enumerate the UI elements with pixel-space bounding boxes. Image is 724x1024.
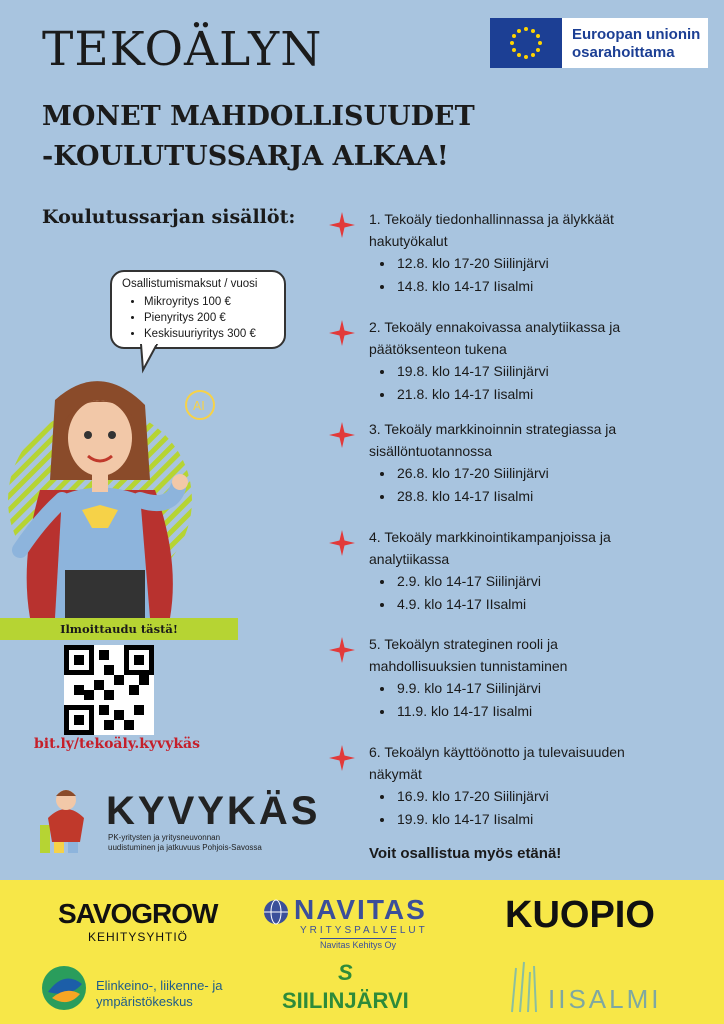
module-title: 2. Tekoäly ennakoivassa analytiikassa ja päätöksenteon tukena bbox=[369, 319, 621, 357]
siilinjarvi-logo: SIILINJÄRVI bbox=[282, 988, 409, 1013]
poster-subtitle bbox=[42, 97, 475, 177]
fee-item: • Pienyritys 200 € bbox=[144, 310, 256, 326]
module-dates bbox=[369, 462, 669, 508]
kyvykas-tagline-line-1: PK-yritysten ja yritysneuvonnan bbox=[108, 833, 221, 842]
module-date: • 26.8. klo 17-20 Siilinjärvi bbox=[395, 462, 669, 485]
savogrow-subtitle: KEHITYSYHTIÖ bbox=[88, 930, 189, 944]
svg-text:AI: AI bbox=[193, 399, 205, 413]
module-date: • 19.9. klo 14-17 Iisalmi bbox=[395, 808, 669, 831]
kuopio-logo: KUOPIO bbox=[505, 894, 655, 936]
partner-logos-footer bbox=[0, 880, 724, 1024]
kyvykas-mascot-icon bbox=[30, 780, 102, 855]
module-item bbox=[369, 418, 669, 508]
ely-centre-icon bbox=[40, 964, 88, 1012]
module-title: 3. Tekoäly markkinoinnin strategiassa ja sisällöntuotannossa bbox=[369, 421, 617, 459]
siilinjarvi-emblem-icon: S bbox=[338, 960, 353, 985]
fees-speech-bubble bbox=[110, 270, 286, 349]
eu-flag-icon bbox=[490, 18, 562, 68]
module-item bbox=[369, 741, 669, 831]
module-item bbox=[369, 526, 669, 616]
savogrow-logo: SAVOGROW bbox=[58, 898, 218, 929]
module-date: • 14.8. klo 14-17 Iisalmi bbox=[395, 275, 669, 298]
eu-text-line-1: Euroopan unionin bbox=[572, 26, 701, 43]
sparkle-star-icon bbox=[329, 637, 355, 663]
module-item bbox=[369, 208, 669, 298]
kyvykas-tagline-line-2: uudistuminen ja jatkuvuus Pohjois-Savossa bbox=[108, 843, 262, 852]
navitas-logo: NAVITAS bbox=[294, 894, 427, 925]
superhero-illustration bbox=[0, 360, 240, 618]
module-date: • 21.8. klo 14-17 Iisalmi bbox=[395, 383, 669, 406]
sparkle-star-icon bbox=[329, 212, 355, 238]
fees-list bbox=[126, 294, 256, 342]
navitas-company-name: Navitas Kehitys Oy bbox=[320, 940, 397, 950]
module-item bbox=[369, 316, 669, 406]
module-dates bbox=[369, 252, 669, 298]
module-title: 4. Tekoäly markkinointikampanjoissa ja analytiikassa bbox=[369, 529, 611, 567]
module-date: • 12.8. klo 17-20 Siilinjärvi bbox=[395, 252, 669, 275]
contents-heading: Koulutussarjan sisällöt: bbox=[42, 206, 296, 228]
module-dates bbox=[369, 570, 669, 616]
sparkle-star-icon bbox=[329, 745, 355, 771]
sparkle-star-icon bbox=[329, 530, 355, 556]
subtitle-line-1: MONET MAHDOLLISUUDET bbox=[42, 101, 475, 132]
poster-title: TEKOÄLYN bbox=[42, 22, 323, 77]
module-title: 5. Tekoälyn strateginen rooli ja mahdollisuuksien tunnistaminen bbox=[369, 636, 568, 674]
register-label: Ilmoittaudu tästä! bbox=[0, 618, 238, 640]
module-date: • 2.9. klo 14-17 Siilinjärvi bbox=[395, 570, 669, 593]
module-dates bbox=[369, 677, 669, 723]
eu-text-line-2: osarahoittama bbox=[572, 44, 675, 61]
module-date: • 4.9. klo 14-17 IIsalmi bbox=[395, 593, 669, 616]
module-date: • 9.9. klo 14-17 Siilinjärvi bbox=[395, 677, 669, 700]
ely-centre-logo bbox=[96, 978, 222, 1010]
registration-qr-code[interactable] bbox=[64, 645, 154, 735]
module-dates bbox=[369, 785, 669, 831]
ely-line-1: Elinkeino-, liikenne- ja bbox=[96, 978, 223, 993]
eu-funding-text bbox=[572, 26, 700, 62]
module-date: • 28.8. klo 14-17 Iisalmi bbox=[395, 485, 669, 508]
kyvykas-tagline bbox=[108, 833, 262, 853]
fee-item: • Mikroyritys 100 € bbox=[144, 294, 256, 310]
module-dates bbox=[369, 360, 669, 406]
ely-line-2: ympäristökeskus bbox=[96, 994, 193, 1009]
fees-title: Osallistumismaksut / vuosi bbox=[122, 278, 258, 290]
module-date: • 11.9. klo 14-17 Iisalmi bbox=[395, 700, 669, 723]
sparkle-star-icon bbox=[329, 422, 355, 448]
module-date: • 16.9. klo 17-20 Siilinjärvi bbox=[395, 785, 669, 808]
navitas-subtitle: YRITYSPALVELUT bbox=[300, 925, 428, 936]
sparkle-star-icon bbox=[329, 320, 355, 346]
iisalmi-logo: IISALMI bbox=[548, 984, 662, 1014]
iisalmi-emblem-icon bbox=[506, 958, 542, 1014]
fee-item: • Keskisuuriyritys 300 € bbox=[144, 326, 256, 342]
module-item bbox=[369, 633, 669, 723]
navitas-globe-icon bbox=[262, 898, 290, 926]
module-date: • 19.8. klo 14-17 Siilinjärvi bbox=[395, 360, 669, 383]
kyvykas-logo-text: KYVYKÄS bbox=[106, 789, 321, 833]
eu-funding-badge bbox=[490, 18, 708, 68]
module-title: 1. Tekoäly tiedonhallinnassa ja älykkäät hakutyökalut bbox=[369, 211, 614, 249]
subtitle-line-2: -KOULUTUSSARJA ALKAA! bbox=[42, 141, 449, 172]
online-participation-note: Voit osallistua myös etänä! bbox=[369, 845, 562, 862]
registration-link[interactable]: bit.ly/tekoäly.kyvykäs bbox=[34, 736, 200, 752]
module-title: 6. Tekoälyn käyttöönotto ja tulevaisuuden näkymät bbox=[369, 744, 625, 782]
